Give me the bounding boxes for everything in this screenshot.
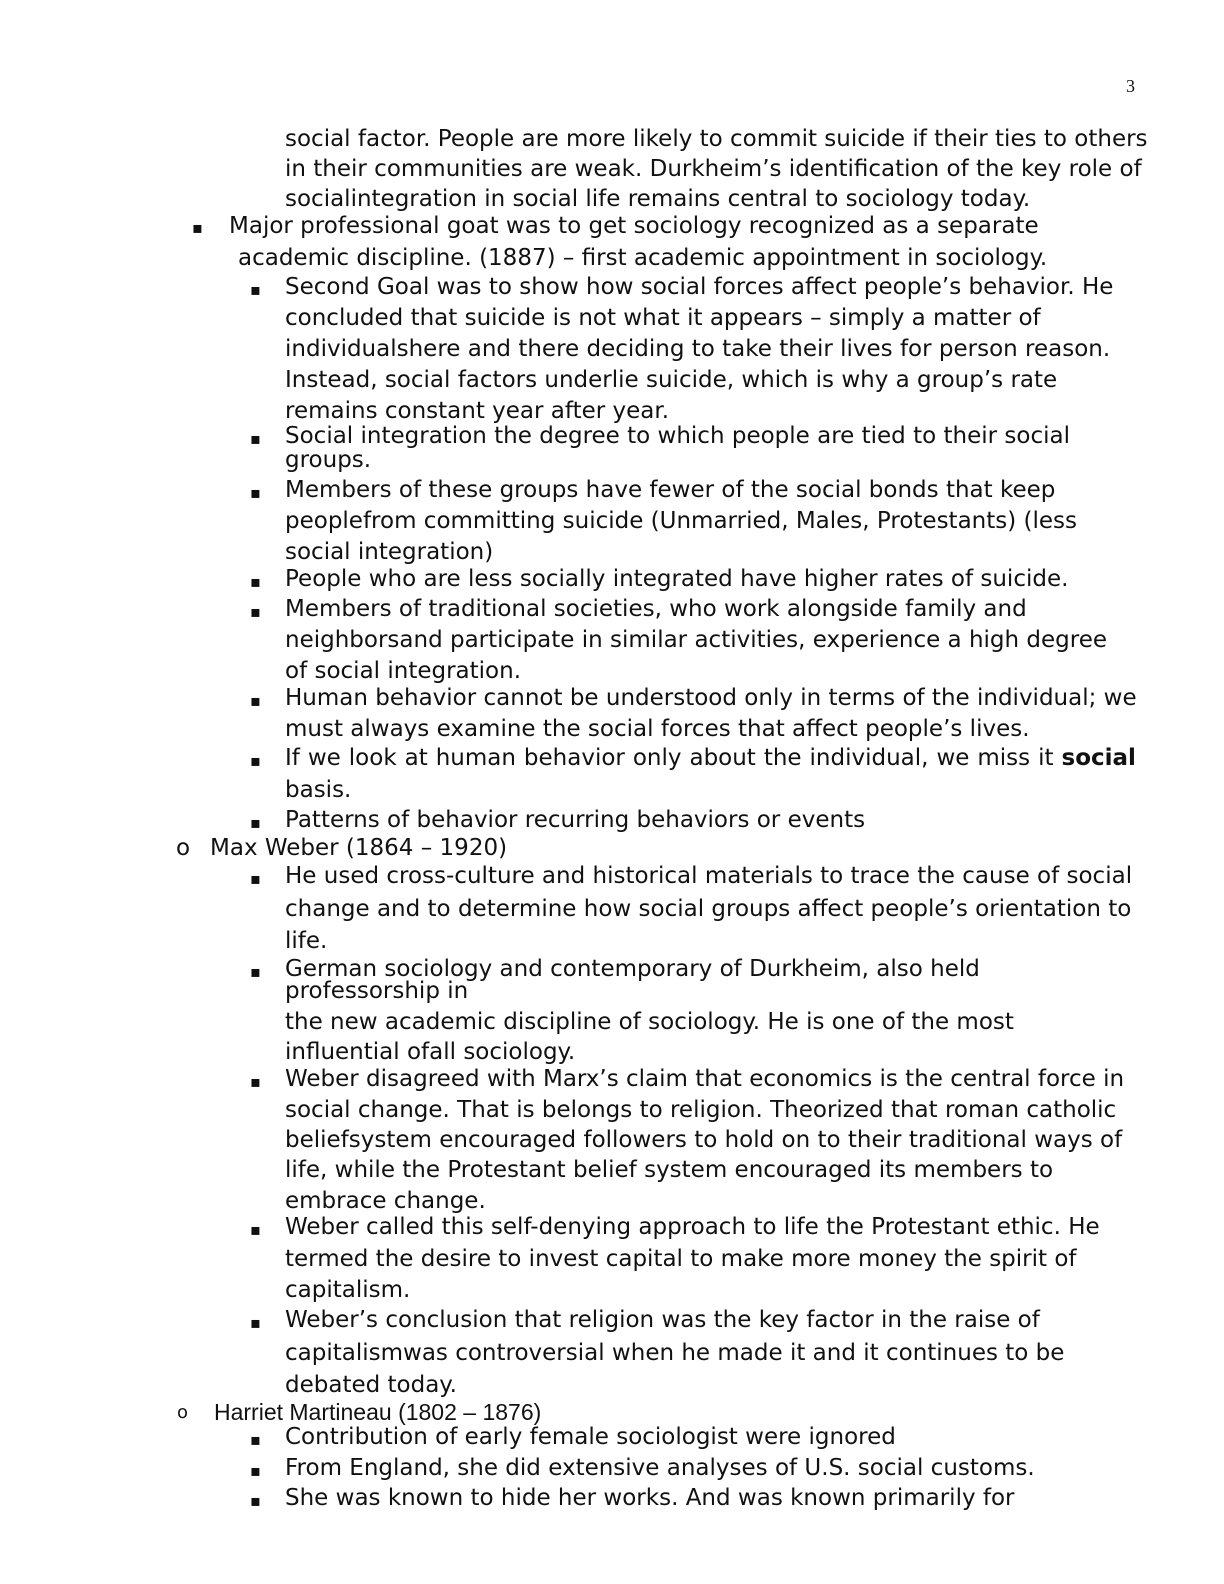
point-line: social change. That is belongs to religion. Theorized that roman catholic [285, 1097, 1117, 1123]
word: about [689, 745, 756, 771]
point-line: must always examine the social forces that affect people’s lives. [285, 716, 1030, 742]
point-line: From England, she did extensive analyses of U.S. social customs. [285, 1455, 1035, 1481]
point-line: Weber disagreed with Marx’s claim that economics is the central force in [285, 1066, 1125, 1092]
bullet-marker: ▪ [250, 1461, 261, 1480]
point-line: change and to determine how social groups affect people’s orientation to [285, 896, 1132, 922]
point-line: She was known to hide her works. And was known primarily for [285, 1485, 1015, 1511]
point-line: life, while the Protestant belief system encouraged its members to [285, 1157, 1054, 1183]
sub-bullet-marker: o [177, 1402, 189, 1423]
bullet-marker: ▪ [250, 280, 261, 299]
intro-line-1-text: social factor. People are more likely to commit suicide if their ties to others [285, 126, 1148, 152]
point-line-justified [285, 745, 1136, 771]
bullet-marker: ▪ [250, 869, 261, 888]
point-line: capitalismwas controversial when he made it and it continues to be [285, 1340, 1065, 1366]
point-line: Patterns of behavior recurring behaviors or events [285, 807, 866, 833]
point-line: influential ofall sociology. [285, 1039, 576, 1065]
point-line: Weber’s conclusion that religion was the key factor in the raise of [285, 1307, 1040, 1333]
major-goal-line-1: Major professional goat was to get sociology recognized as a separate [229, 213, 1039, 239]
point-line: beliefsystem encouraged followers to hold on to their traditional ways of [285, 1127, 1123, 1153]
word: we [936, 745, 970, 771]
point-line: Human behavior cannot be understood only in terms of the individual; we [285, 685, 1137, 711]
point-line: Weber called this self-denying approach to life the Protestant ethic. He [285, 1214, 1100, 1240]
word: miss [977, 745, 1031, 771]
word: at [404, 745, 428, 771]
point-line: professorship in [285, 978, 469, 1004]
point-line: capitalism. [285, 1277, 411, 1303]
bullet-marker: ▪ [250, 429, 261, 448]
point-line: Instead, social factors underlie suicide, which is why a group’s rate [285, 367, 1058, 393]
point-line: German sociology and contemporary of Durkheim, also held [285, 956, 980, 982]
major-goal-line-2: academic discipline. (1887) – first academic appointment in sociology. [238, 245, 1048, 271]
bullet-marker: ▪ [250, 1313, 261, 1332]
bullet-marker: ▪ [250, 691, 261, 710]
intro-line-3: socialintegration in social life remains central to sociology today. [285, 186, 1031, 212]
point-line: He used cross-culture and historical materials to trace the cause of social [285, 863, 1133, 889]
weber-heading: Max Weber (1864 – 1920) [210, 835, 508, 861]
martineau-heading: Harriet Martineau (1802 – 1876) [214, 1399, 542, 1425]
word: If [285, 745, 300, 771]
point-line: concluded that suicide is not what it appears – simply a matter of [285, 305, 1041, 331]
point-line: Social integration the degree to which people are tied to their social [285, 423, 1070, 449]
intro-line-1 [285, 126, 1148, 152]
word: individual, [809, 745, 929, 771]
point-line: peoplefrom committing suicide (Unmarried, Males, Protestants) (less [285, 508, 1078, 534]
point-line: social integration) [285, 539, 494, 565]
point-line: individualshere and there deciding to take their lives for person reason. [285, 336, 1111, 362]
intro-line-2: in their communities are weak. Durkheim’s identification of the key role of [285, 156, 1142, 182]
word: only [632, 745, 682, 771]
point-line: Members of traditional societies, who work alongside family and [285, 596, 1027, 622]
word: we [307, 745, 341, 771]
bold-word: social [1061, 745, 1136, 771]
point-line: remains constant year after year. [285, 398, 670, 424]
page-number: 3 [1126, 76, 1135, 96]
bullet-marker: ▪ [250, 962, 261, 981]
point-line: Members of these groups have fewer of the social bonds that keep [285, 477, 1056, 503]
point-line: Second Goal was to show how social forces affect people’s behavior. He [285, 274, 1114, 300]
bullet-marker: ▪ [250, 1072, 261, 1091]
word: human [435, 745, 516, 771]
bullet-marker: ▪ [250, 813, 261, 832]
point-line: life. [285, 928, 328, 954]
bullet-marker: ▪ [250, 572, 261, 591]
bullet-marker: ▪ [192, 218, 203, 237]
point-line: embrace change. [285, 1188, 486, 1214]
word: it [1038, 745, 1054, 771]
word: behavior [523, 745, 625, 771]
point-line: groups. [285, 447, 372, 473]
point-line: Contribution of early female sociologist were ignored [285, 1424, 896, 1450]
bullet-marker: ▪ [250, 751, 261, 770]
point-line: the new academic discipline of sociology. He is one of the most [285, 1009, 1014, 1035]
point-line: People who are less socially integrated have higher rates of suicide. [285, 566, 1069, 592]
point-line: of social integration. [285, 658, 522, 684]
bullet-marker: ▪ [250, 1430, 261, 1449]
word: look [348, 745, 397, 771]
point-line: basis. [285, 777, 352, 803]
point-line: termed the desire to invest capital to make more money the spirit of [285, 1246, 1077, 1272]
word: the [763, 745, 802, 771]
sub-bullet-marker: o [176, 835, 191, 861]
bullet-marker: ▪ [250, 602, 261, 621]
point-line: neighborsand participate in similar activities, experience a high degree [285, 627, 1108, 653]
bullet-marker: ▪ [250, 483, 261, 502]
bullet-marker: ▪ [250, 1491, 261, 1510]
bullet-marker: ▪ [250, 1220, 261, 1239]
point-line: debated today. [285, 1372, 457, 1398]
